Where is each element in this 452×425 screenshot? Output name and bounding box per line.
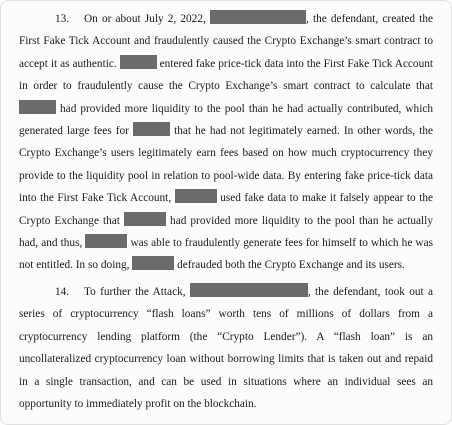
redaction-block: [133, 122, 170, 136]
redaction-block: [190, 283, 308, 297]
paragraph-13: [19, 8, 433, 277]
text-segment: used fake data to make it falsely appear to the Crypto Exchange that: [19, 192, 434, 227]
redaction-block: [124, 212, 166, 226]
text-segment: On or about July 2, 2022,: [84, 13, 206, 25]
paragraph-14: [19, 281, 433, 415]
text-segment: To further the Attack,: [84, 285, 186, 298]
paragraph-number: 13.: [55, 13, 70, 25]
paragraph-number: 14.: [55, 285, 70, 298]
redaction-block: [120, 55, 157, 69]
redaction-block: [19, 100, 56, 114]
text-segment: , the defendant, created the First Fake Tick Account and fraudulently caused the Crypto Exchange’s smart contract to accept it as authentic.: [19, 13, 433, 70]
redaction-block: [175, 189, 217, 203]
text-segment: that he had not legitimately earned. In other words, the Crypto Exchange’s users legitimately earn fees based on how much cryptocurrency they provide to the liquidity pool in relation to pool-wide data. By entering fake price-tick data into the First Fake Tick Account,: [19, 125, 433, 205]
text-segment: defrauded both the Crypto Exchange and its users.: [177, 259, 405, 272]
redaction-block: [85, 234, 127, 248]
text-segment: , the defendant, took out a series of cryptocurrency “flash loans” worth tens of millions of dollars from a cryptocurrency lending platform (the “Crypto Lender”). A “flash loan” is an uncollateralized cryptocurrency loan without borrowing limits that is taken out and repaid in a single transaction, and can be used in situations where an individual sees an opportunity to immediately profit on the blockchain.: [19, 285, 433, 410]
text-segment: had provided more liquidity to the pool than he had actually contributed, which generated large fees for: [19, 102, 433, 138]
text-segment: entered fake price-tick data into the First Fake Tick Account in order to fraudulently cause the Crypto Exchange’s smart contract to calculate that: [19, 57, 434, 93]
text-segment: had provided more liquidity to the pool than he actually had, and thus,: [19, 214, 433, 250]
redaction-block: [210, 10, 306, 24]
text-segment: was able to fraudulently generate fees for himself to which he was not entitled. In so doing,: [19, 237, 433, 272]
redaction-block: [132, 256, 174, 270]
